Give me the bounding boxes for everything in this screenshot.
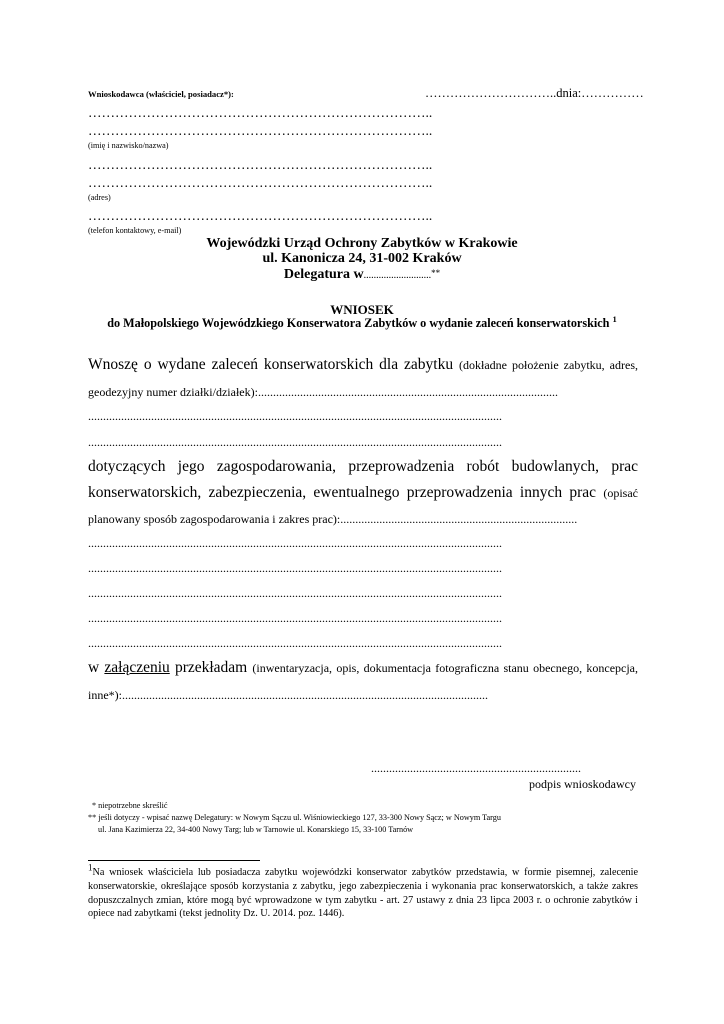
footnote-text: Na wniosek właściciela lub posiadacza zabytku wojewódzki konserwator zabytków przedstawia, w formie pisemnej, zalecenie konserwatorskie, określające sposób korzystania z zabytku, jego zabezpieczenia i wykonania prac konserwatorskich, a także zakres dopuszczalnych zmian, które mogą być wprowadzone w tym zabytku - art. 27 ustawy z dnia 23 lipca 2003 r. o ochronie zabytków i opiece nad zabytkami (tekst jednolity Dz. U. 2014. poz. 1446). <box>88 867 638 920</box>
note-2b: ul. Jana Kazimierza 22, 34-400 Nowy Targ; lub w Tarnowie ul. Konarskiego 15, 33-100 Tarnów <box>98 825 414 834</box>
p3-line2 <box>88 686 638 704</box>
p3-text: przekładam <box>174 659 248 676</box>
footnote <box>88 862 638 921</box>
p1-line2 <box>88 383 638 401</box>
p1-hint-b: geodezyjny numer działki/działek) <box>88 385 255 399</box>
p1-text: Wnoszę o wydane zaleceń konserwatorskich dla zabytku <box>88 356 454 373</box>
footnote-separator <box>88 860 260 861</box>
p1-line1 <box>88 356 638 374</box>
date-line[interactable]: …………………………..dnia:…………… <box>425 86 644 100</box>
p3-line1 <box>88 659 638 677</box>
p2-field[interactable]: :............................................................................... <box>336 512 578 526</box>
p1-hint-a: (dokładne położenie zabytku, adres, <box>458 358 638 372</box>
p2-hint-a: (opisać <box>603 486 638 500</box>
signature-caption: podpis wnioskodawcy <box>529 777 636 791</box>
p3-attachment-word: załączeniu <box>104 659 170 676</box>
p3-field[interactable]: :.......................................................................................................................... <box>118 688 488 702</box>
signature-field[interactable]: ...................................................................... <box>371 761 581 775</box>
applicant-label: Wnioskodawca (właściciel, posiadacz*): <box>88 89 234 99</box>
p2-field-line-2[interactable]: .......................................................................................................................................... <box>88 536 502 550</box>
document-subtitle <box>0 313 724 331</box>
address-caption: (adres) <box>88 193 111 202</box>
note-2a: ** jeśli dotyczy - wpisać nazwę Delegatury: w Nowym Sączu ul. Wiśniowieckiego 127, 33-300 Nowy Sącz; w Nowym Targu <box>88 813 501 822</box>
note-1: * niepotrzebne skreślić <box>92 801 168 810</box>
recipient-office: Wojewódzki Urząd Ochrony Zabytków w Krakowie <box>206 236 518 251</box>
delegatura-field[interactable]: ........................... <box>363 270 432 281</box>
p2-hint-b: planowany sposób zagospodarowania i zakres prac) <box>88 512 337 526</box>
name-field-1[interactable]: ………………………………………………………………….. <box>88 105 433 120</box>
footnote-number: 1 <box>88 862 93 873</box>
p2-line3 <box>88 510 638 528</box>
address-field-1[interactable]: ………………………………………………………………….. <box>88 157 433 172</box>
subtitle-text: do Małopolskiego Wojewódzkiego Konserwatora Zabytków o wydanie zaleceń konserwatorskich <box>107 316 610 330</box>
delegatura-label: Delegatura w <box>283 267 364 282</box>
p3-w: w <box>88 659 100 676</box>
address-field-2[interactable]: ………………………………………………………………….. <box>88 175 433 190</box>
p1-field[interactable]: :.................................................................................................... <box>254 385 558 399</box>
contact-caption: (telefon kontaktowy, e-mail) <box>88 226 182 235</box>
name-field-2[interactable]: ………………………………………………………………….. <box>88 123 433 138</box>
p1-field-line-2[interactable]: .......................................................................................................................................... <box>88 409 502 423</box>
delegatura-mark: ** <box>431 268 441 278</box>
p2-field-line-3[interactable]: .......................................................................................................................................... <box>88 561 502 575</box>
document-title: WNIOSEK <box>330 302 394 317</box>
footnote-ref: 1 <box>612 313 617 324</box>
p3-hint-b: inne*) <box>88 688 119 702</box>
p2-line1: dotyczących jego zagospodarowania, przeprowadzenia robót budowlanych, prac <box>88 458 638 475</box>
p2-field-line-5[interactable]: .......................................................................................................................................... <box>88 611 502 625</box>
delegatura-line <box>0 267 724 283</box>
contact-field[interactable]: ………………………………………………………………….. <box>88 208 433 223</box>
p2-line2 <box>88 484 638 502</box>
p1-field-line-3[interactable]: .......................................................................................................................................... <box>88 435 502 449</box>
p2-field-line-6[interactable]: .......................................................................................................................................... <box>88 636 502 650</box>
p2-text: konserwatorskich, zabezpieczenia, ewentualnego przeprowadzenia innych prac <box>88 484 597 501</box>
recipient-address: ul. Kanonicza 24, 31-002 Kraków <box>262 251 462 266</box>
p3-hint-a: (inwentaryzacja, opis, dokumentacja fotograficzna stanu obecnego, koncepcja, <box>252 661 639 675</box>
name-caption: (imię i nazwisko/nazwa) <box>88 141 169 150</box>
p2-field-line-4[interactable]: .......................................................................................................................................... <box>88 586 502 600</box>
